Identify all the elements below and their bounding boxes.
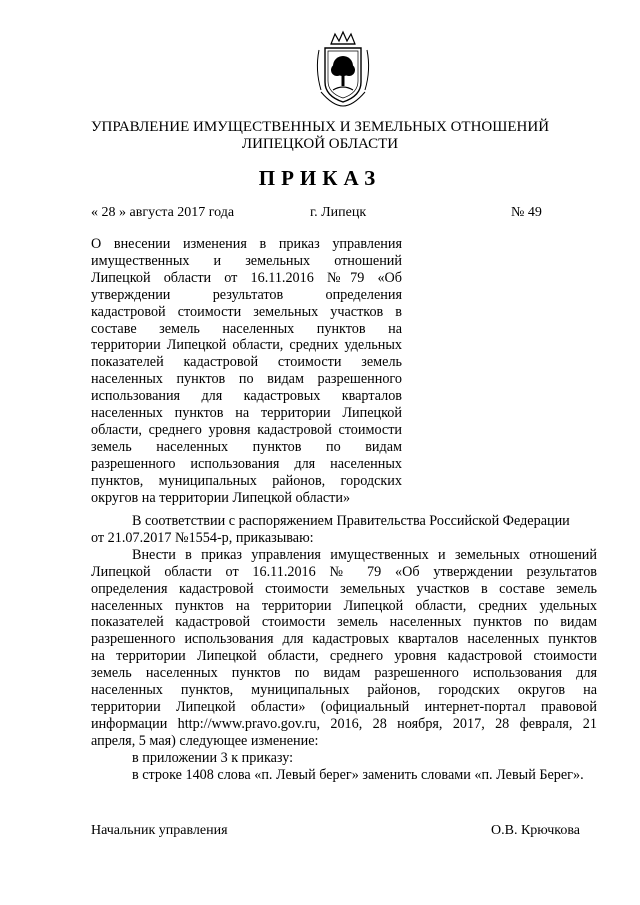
body-line: в приложении 3 к приказу: bbox=[132, 749, 294, 766]
subject-line: населенных пунктов на территории Липецкой bbox=[91, 405, 402, 422]
subject-line: населенных пунктов по видам разрешенного bbox=[91, 371, 402, 388]
body-line: на территории Липецкой области, среднего уровня кадастровой стоимости bbox=[91, 648, 597, 665]
order-subject bbox=[91, 236, 402, 507]
subject-line: Липецкой области от 16.11.2016 №79 «Об bbox=[91, 269, 402, 286]
subject-line: составе земель населенных пунктов на bbox=[91, 320, 402, 337]
body-line: Липецкой области от 16.11.2016 № 79 «Об утверждении результатов bbox=[91, 563, 597, 580]
subject-line: утверждении результатов определения bbox=[91, 286, 402, 303]
subject-line: использования для кадастровых кварталов bbox=[91, 388, 402, 405]
signatory-position: Начальник управления bbox=[91, 823, 228, 838]
subject-line: пунктов, муниципальных районов, городских bbox=[91, 472, 402, 489]
subject-line: О внесении изменения в приказ управления bbox=[91, 236, 402, 252]
order-date: « 28 » августа 2017 года bbox=[91, 205, 235, 220]
body-line: разрешенного использования для кадастровых кварталов населенных пунктов bbox=[91, 631, 597, 648]
coat-of-arms-emblem bbox=[313, 30, 373, 108]
subject-line: разрешенного использования для населенных bbox=[91, 455, 402, 472]
body-line: апреля, 5 мая) следующее изменение: bbox=[91, 732, 319, 749]
document-title: ПРИКАЗ bbox=[258, 166, 382, 190]
body-line: в строке 1408 слова «п. Левый берег» заменить словами «п. Левый Берег». bbox=[132, 766, 584, 783]
body-line: информации http://www.pravo.gov.ru, 2016, 28 ноября, 2017, 28 февраля, 21 bbox=[91, 715, 597, 732]
order-city: г. Липецк bbox=[310, 205, 367, 220]
body-line: показателей кадастровой стоимости земель населенных пунктов по видам bbox=[91, 614, 597, 631]
subject-line: округов на территории Липецкой области» bbox=[91, 489, 351, 506]
body-line: населенных пунктов на территории Липецкой области, средних удельных bbox=[91, 597, 597, 614]
body-line: определения кадастровой стоимости земельных участков в составе земель bbox=[91, 580, 597, 597]
body-line: земель населенных пунктов по видам разрешенного использования для bbox=[91, 665, 597, 682]
order-number: № 49 bbox=[511, 205, 542, 220]
subject-line: земель населенных пунктов по видам bbox=[91, 438, 402, 455]
signatory-name: О.В. Крючкова bbox=[491, 823, 580, 838]
preamble-line: от 21.07.2017 №1554-р, приказываю: bbox=[91, 529, 314, 546]
organization-name-line2: ЛИПЕЦКОЙ ОБЛАСТИ bbox=[241, 136, 399, 152]
subject-line: территории Липецкой области, средних удельных bbox=[91, 337, 402, 354]
subject-line: показателей кадастровой стоимости земель bbox=[91, 354, 402, 371]
preamble-line: В соответствии с распоряжением Правительства Российской Федерации bbox=[132, 513, 570, 529]
body-line: территории Липецкой области» (официальный интернет-портал правовой bbox=[91, 698, 597, 715]
organization-name-line1: УПРАВЛЕНИЕ ИМУЩЕСТВЕННЫХ И ЗЕМЕЛЬНЫХ ОТНОШЕНИЙ bbox=[90, 119, 550, 135]
order-body bbox=[91, 513, 597, 784]
body-line: Внести в приказ управления имущественных и земельных отношений bbox=[132, 546, 597, 563]
subject-line: имущественных и земельных отношений bbox=[91, 252, 402, 269]
body-line: населенных пунктов, муниципальных районов, городских округов на bbox=[91, 682, 597, 699]
subject-line: кадастровой стоимости земельных участков в bbox=[91, 303, 402, 320]
subject-line: области, среднего уровня кадастровой стоимости bbox=[91, 421, 402, 438]
